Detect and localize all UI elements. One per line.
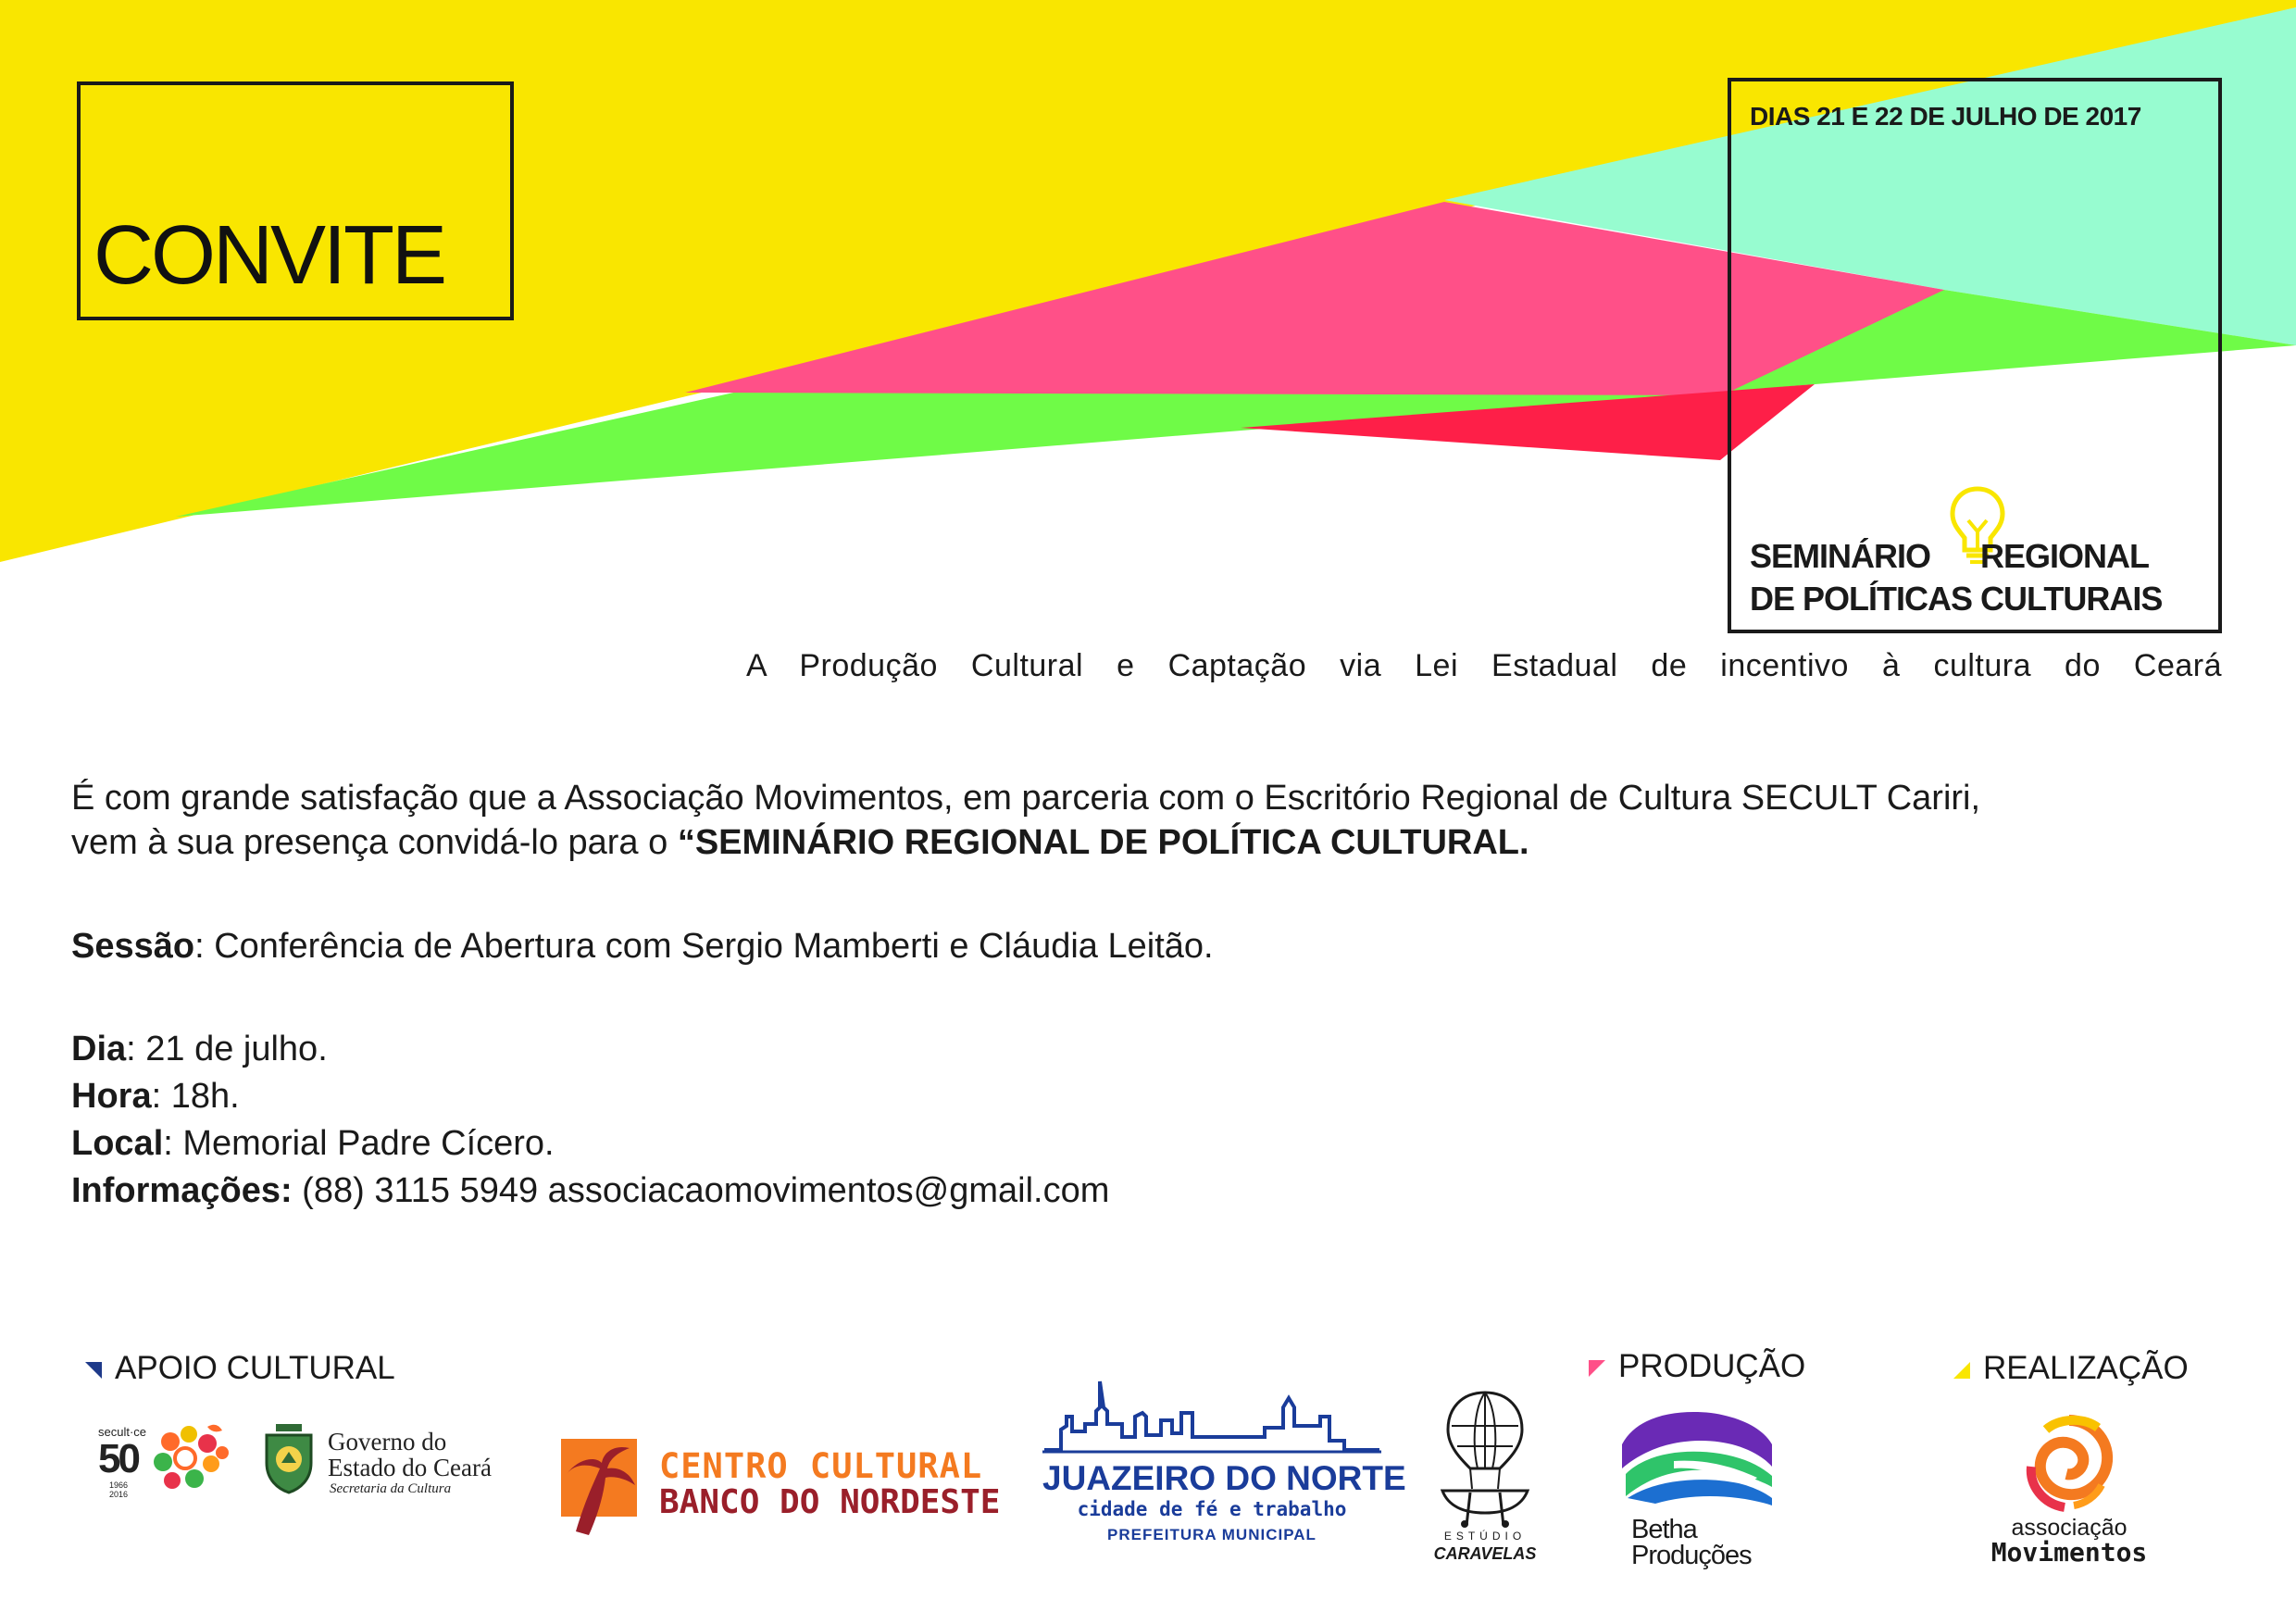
assoc-line2: Movimentos <box>1990 1537 2148 1568</box>
hora-value: : 18h. <box>151 1077 240 1116</box>
sessao-line <box>71 924 1214 968</box>
bnb-palm-icon <box>557 1435 641 1537</box>
info-row <box>71 1168 1109 1215</box>
sessao-value: : Conferência de Abertura com Sergio Mamberti e Cláudia Leitão. <box>194 927 1214 966</box>
secult-50-logo <box>96 1421 235 1499</box>
governo-line2: Estado do Ceará <box>328 1454 492 1481</box>
secult-flower-icon <box>143 1421 235 1495</box>
seminario-title-part1: SEMINÁRIO <box>1750 537 1931 575</box>
subtitle: A Produção Cultural e Captação via Lei Estadual de incentivo à cultura do Ceará <box>746 648 2222 683</box>
paragraph-line1: É com grande satisfação que a Associação Movimentos, em parceria com o Escritório Regional de Cultura SECULT Cariri, <box>71 779 1981 818</box>
hora-label: Hora <box>71 1077 152 1116</box>
paragraph-line2-bold: “SEMINÁRIO REGIONAL DE POLÍTICA CULTURAL. <box>677 823 1529 862</box>
juazeiro-line3: PREFEITURA MUNICIPAL <box>1107 1526 1316 1543</box>
centro-line2: BANCO DO NORDESTE <box>659 1483 1001 1521</box>
convite-title: CONVITE <box>94 209 445 302</box>
realizacao-marker-icon <box>1953 1362 1970 1379</box>
apoio-marker-icon <box>85 1362 102 1379</box>
governo-line3: Secretaria da Cultura <box>330 1481 452 1496</box>
secult-50-text: 50 <box>98 1436 138 1481</box>
betha-producoes-logo <box>1618 1407 1785 1570</box>
realizacao-label-text: REALIZAÇÃO <box>1983 1350 2189 1386</box>
apoio-cultural-label <box>85 1350 395 1387</box>
ceara-coat-of-arms-icon <box>261 1422 317 1494</box>
caravelas-line2: CARAVELAS <box>1433 1544 1537 1563</box>
associacao-movimentos-logo <box>1953 1411 2185 1568</box>
hot-air-balloon-icon <box>1433 1389 1537 1528</box>
producao-label <box>1589 1348 1805 1385</box>
dia-value: : 21 de julho. <box>126 1030 328 1068</box>
local-row <box>71 1120 1109 1168</box>
betha-line2: Produções <box>1631 1541 1752 1570</box>
assoc-line1: associação <box>2011 1515 2128 1541</box>
juazeiro-line2: cidade de fé e trabalho <box>1077 1498 1347 1520</box>
event-details <box>71 1026 1109 1215</box>
apoio-label-text: APOIO CULTURAL <box>115 1350 395 1386</box>
centro-cultural-bnb-logo <box>557 1435 1011 1537</box>
centro-line1: CENTRO CULTURAL <box>659 1446 983 1486</box>
realizacao-label <box>1953 1350 2189 1387</box>
juazeiro-skyline-icon <box>1042 1380 1381 1454</box>
producao-label-text: PRODUÇÃO <box>1618 1348 1806 1384</box>
seminario-title <box>1750 535 2162 620</box>
betha-ribbon-icon <box>1618 1407 1776 1509</box>
caravelas-line1: ESTÚDIO <box>1443 1530 1527 1543</box>
estudio-caravelas-logo <box>1433 1389 1537 1570</box>
juazeiro-line1: JUAZEIRO DO NORTE <box>1042 1459 1406 1497</box>
seminario-title-part2: REGIONAL <box>1980 537 2150 575</box>
juazeiro-do-norte-logo <box>1042 1380 1406 1546</box>
local-value: : Memorial Padre Cícero. <box>163 1124 555 1163</box>
governo-line1: Governo do <box>328 1428 447 1455</box>
seminario-date: DIAS 21 E 22 DE JULHO DE 2017 <box>1750 102 2141 131</box>
local-label: Local <box>71 1124 164 1163</box>
producao-marker-icon <box>1589 1360 1605 1377</box>
dia-label: Dia <box>71 1030 127 1068</box>
betha-line1: Betha <box>1631 1515 1697 1544</box>
info-value: (88) 3115 5949 associacaomovimentos@gmail.com <box>292 1171 1110 1210</box>
convite-box <box>77 81 514 320</box>
dia-row <box>71 1026 1109 1073</box>
seminario-box <box>1728 78 2222 633</box>
hora-row <box>71 1073 1109 1120</box>
sessao-label: Sessão <box>71 927 195 966</box>
secult-small-text: secult·ce <box>98 1425 147 1439</box>
info-label: Informações: <box>71 1171 293 1210</box>
movimentos-swirl-icon <box>2018 1411 2120 1513</box>
seminario-title-line2: DE POLÍTICAS CULTURAIS <box>1750 580 2163 618</box>
governo-ceara-logo <box>261 1422 539 1502</box>
paragraph-line2-prefix: vem à sua presença convidá-lo para o <box>71 823 678 862</box>
invitation-paragraph <box>71 776 1980 865</box>
secult-years-text: 1966 2016 <box>109 1480 129 1499</box>
